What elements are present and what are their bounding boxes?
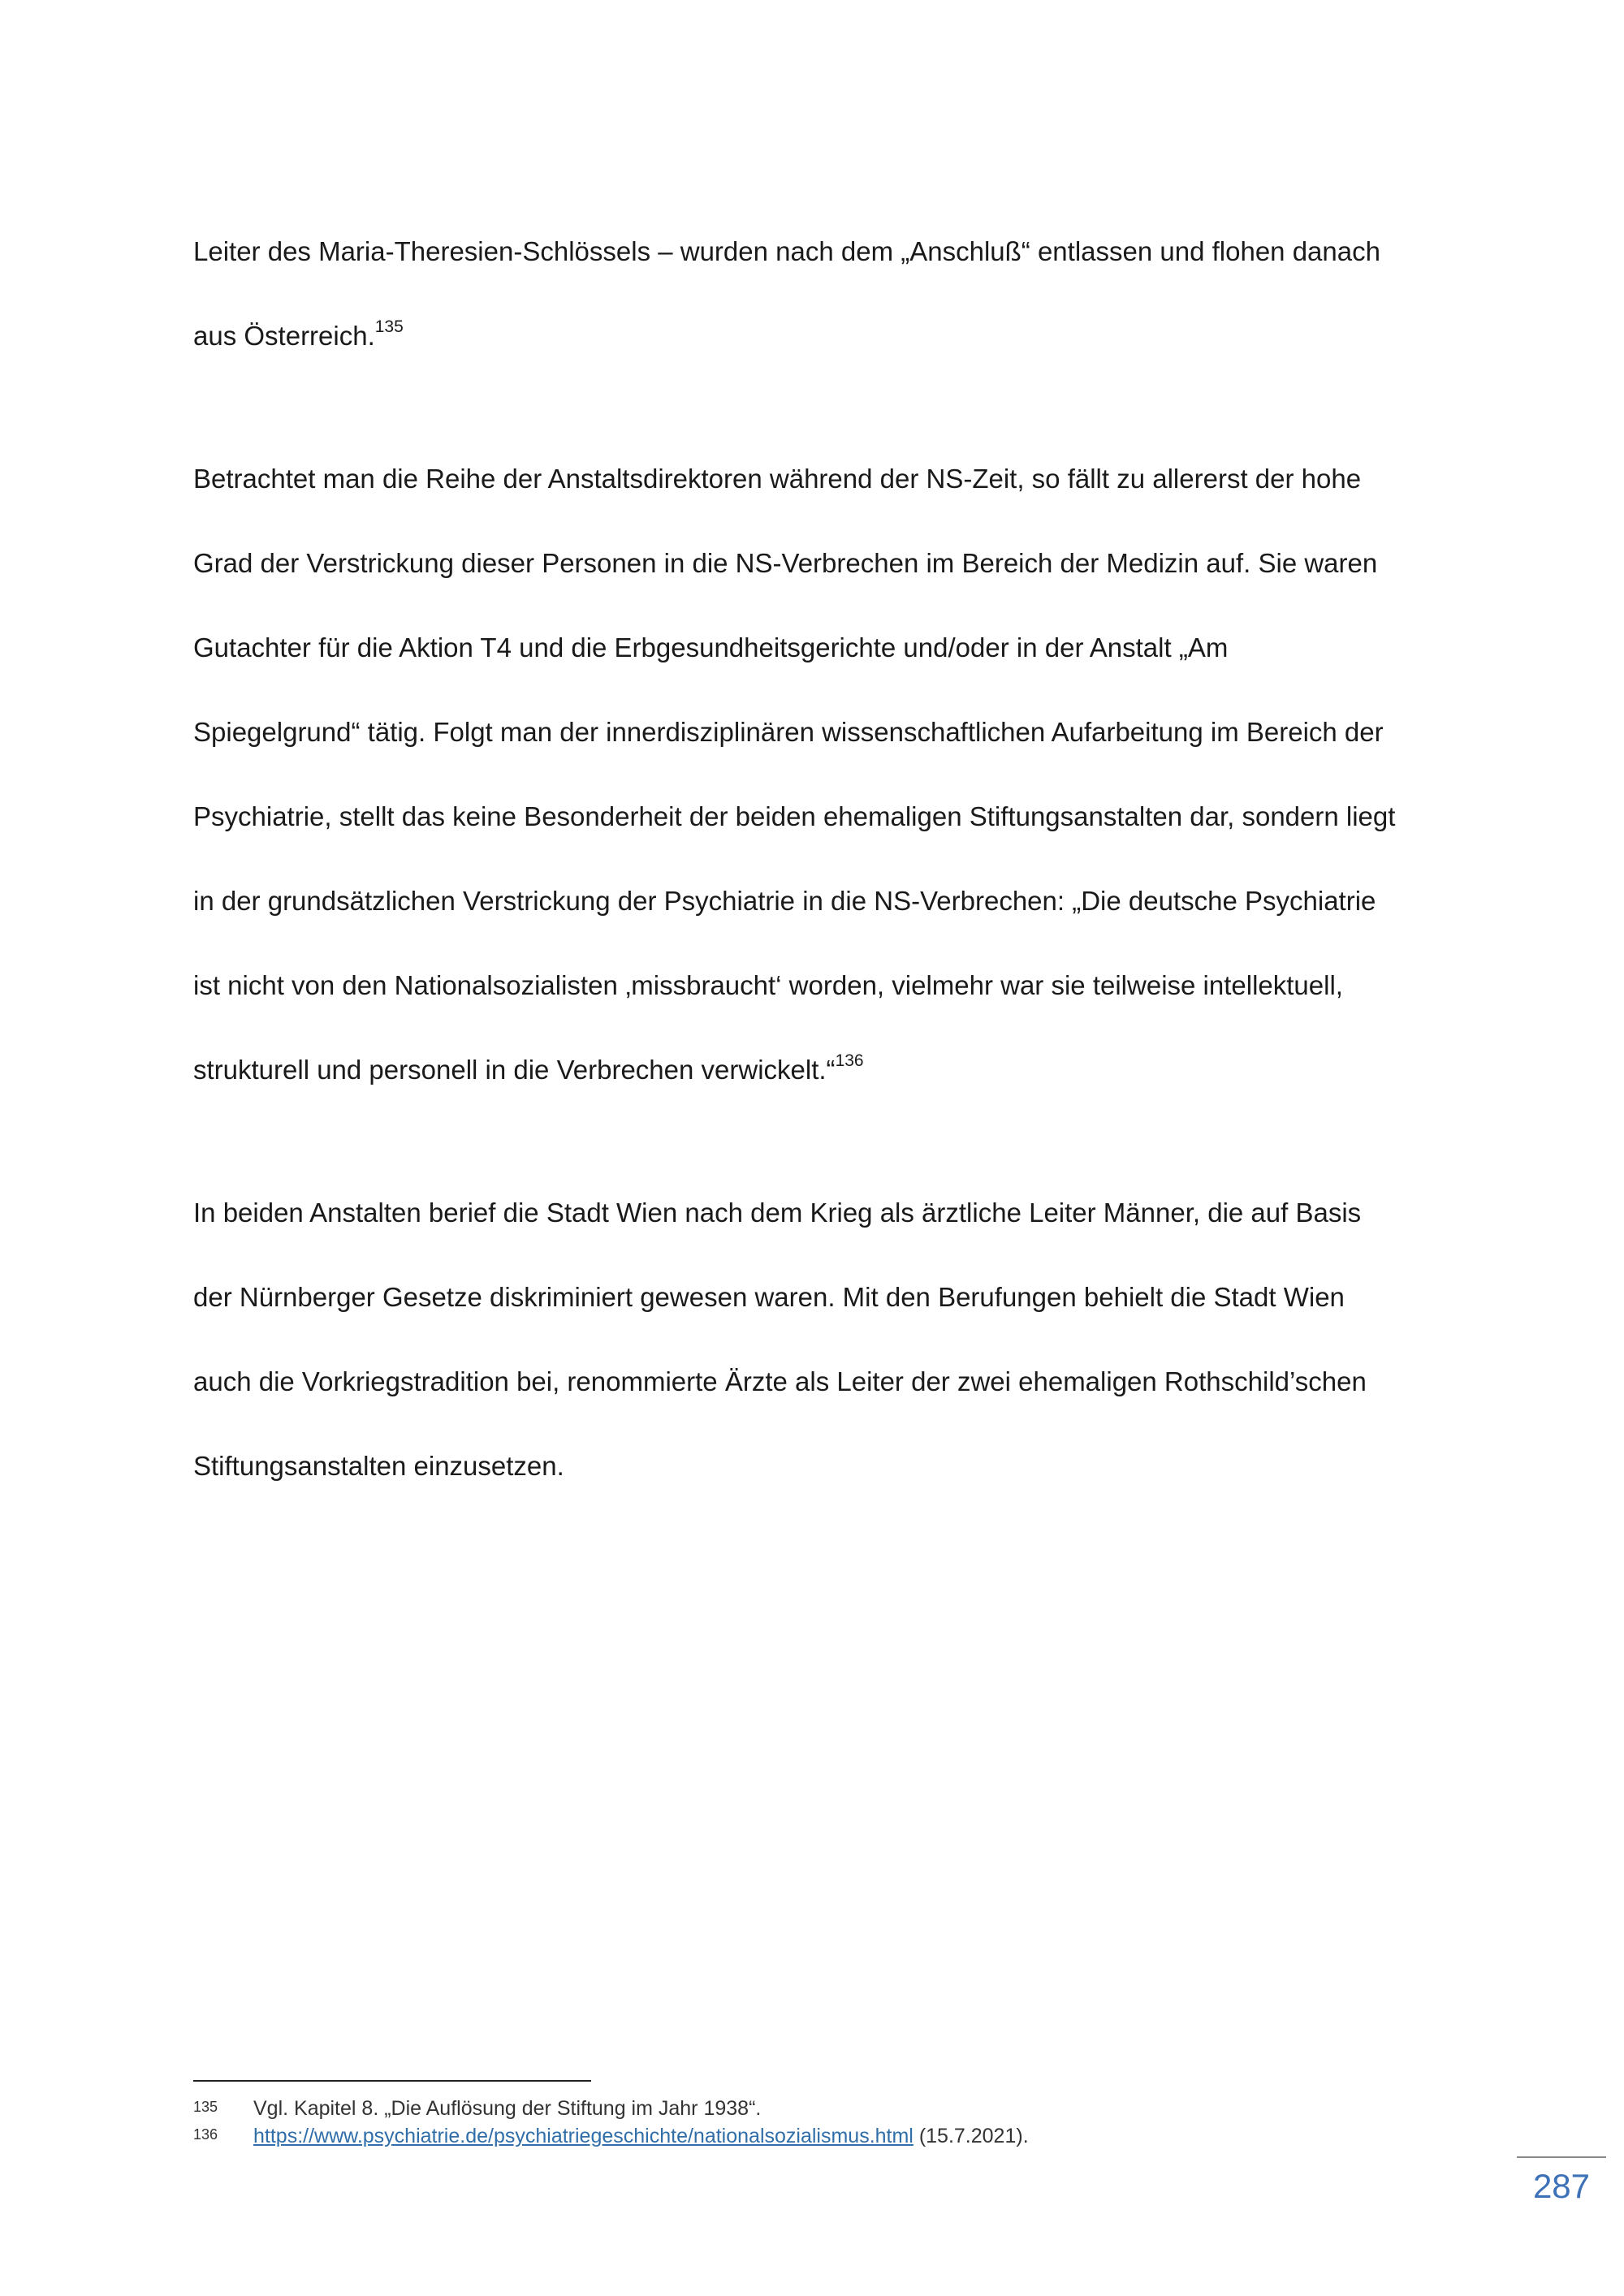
footnote-separator [193,2080,591,2082]
page-number-rule [1517,2156,1606,2158]
text-line: auch die Vorkriegstradition bei, renommierte Ärzte als Leiter der zwei ehemaligen Rothschild’schen [193,1366,1367,1396]
text-line: ist nicht von den Nationalsozialisten ‚missbraucht‘ worden, vielmehr war sie teilweise intellektuell, [193,970,1343,1000]
footnote-136 [193,2122,1411,2150]
paragraph-3 [193,1150,1444,1530]
text-line: Spiegelgrund“ tätig. Folgt man der innerdisziplinären wissenschaftlichen Aufarbeitung im Bereich der [193,717,1384,747]
footnote-reference[interactable]: 135 [374,317,404,336]
footnote-number: 135 [193,2099,218,2115]
text-line: Betrachtet man die Reihe der Anstaltsdirektoren während der NS-Zeit, so fällt zu allererst der hohe [193,464,1362,494]
footnotes [193,2095,1411,2150]
text-line: Stiftungsanstalten einzusetzen. [193,1451,564,1481]
text-line [193,315,1444,357]
paragraph-2 [193,416,1444,1133]
paragraph-1 [193,188,1444,399]
text-line: der Nürnberger Gesetze diskriminiert gewesen waren. Mit den Berufungen behielt die Stadt Wien [193,1282,1345,1312]
text-line: In beiden Anstalten berief die Stadt Wien nach dem Krieg als ärztliche Leiter Männer, die auf Basis [193,1198,1362,1228]
footnote-135 [193,2095,1411,2122]
text-line: Leiter des Maria-Theresien-Schlössels – wurden nach dem „Anschluß“ entlassen und flohen danach [193,236,1380,266]
text-line [193,1049,1444,1091]
text-line-content: strukturell und personell in die Verbrechen verwickelt.“ [193,1055,836,1085]
body-text [193,188,1444,1546]
text-line: Psychiatrie, stellt das keine Besonderheit der beiden ehemaligen Stiftungsanstalten dar, sondern liegt [193,801,1396,831]
footnote-suffix: (15.7.2021). [913,2125,1029,2147]
text-line-content: aus Österreich. [193,321,375,351]
footnote-text: Vgl. Kapitel 8. „Die Auflösung der Stiftung im Jahr 1938“. [253,2097,762,2120]
footnote-reference[interactable]: 136 [835,1051,864,1070]
footnote-number: 136 [193,2126,218,2143]
text-line: Gutachter für die Aktion T4 und die Erbgesundheitsgerichte und/oder in der Anstalt „Am [193,632,1229,662]
footnote-link[interactable]: https://www.psychiatrie.de/psychiatriegeschichte/nationalsozialismus.html [253,2125,914,2147]
page-number: 287 [1532,2167,1591,2205]
text-line: in der grundsätzlichen Verstrickung der Psychiatrie in die NS-Verbrechen: „Die deutsche Psychiatrie [193,886,1376,916]
text-line: Grad der Verstrickung dieser Personen in die NS-Verbrechen im Bereich der Medizin auf. Sie waren [193,548,1378,578]
